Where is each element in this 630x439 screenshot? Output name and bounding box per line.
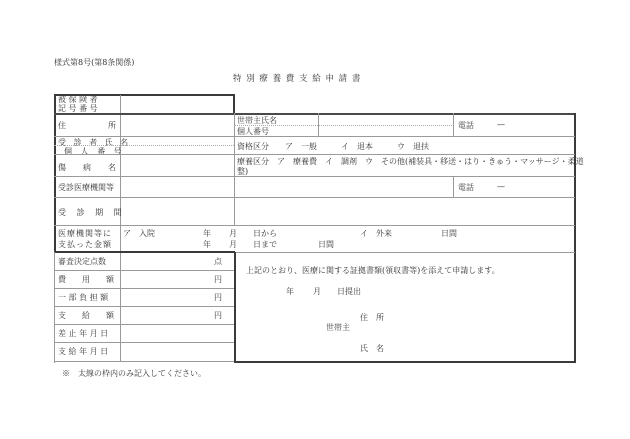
payment-amount-label: 支 給 額 (58, 311, 114, 320)
paid-amount-label: 医療機関等に 支払った金額 (58, 229, 112, 249)
visit-period-label: 受 診 期 間 (58, 208, 126, 217)
from-day-label: 日から (253, 229, 277, 238)
declaration-statement: 上記のとおり、医療に関する証拠書類(領収書等)を添えて申請します。 (246, 266, 500, 275)
personal-number-field[interactable] (122, 146, 232, 153)
applicant-address-label: 住 所 (360, 313, 384, 322)
institution-phone-label: 電話 (458, 183, 474, 192)
institution-phone-dash: — (497, 182, 505, 191)
until-day-label: 日まで (253, 240, 277, 249)
visit-period-detail-field[interactable] (236, 199, 572, 223)
review-points-label: 審査決定点数 (58, 257, 106, 266)
applicant-name-label: 氏 名 (360, 344, 384, 353)
outpatient-days-label: 日間 (441, 229, 457, 238)
applicant-address-field[interactable] (385, 308, 570, 322)
applicant-name-field[interactable] (385, 339, 570, 353)
cost-amount-unit: 円 (214, 275, 222, 284)
disease-name-field[interactable] (122, 156, 232, 175)
from-month-label: 月 (229, 229, 237, 238)
medical-institution-label: 受診医療機関等 (58, 183, 114, 192)
personal-number-label: 個 人 番 号 (64, 147, 125, 156)
patient-name-label: 受 診 者 氏 名 (58, 138, 131, 147)
until-year-label: 年 (203, 240, 211, 249)
qualification-options[interactable]: 資格区分 ア 一般 イ 退本 ウ 退扶 (237, 142, 429, 151)
submit-month-label: 月 (313, 287, 321, 296)
cost-amount-label: 費 用 額 (58, 275, 114, 284)
submit-day-label: 日提出 (337, 287, 361, 296)
submit-year-label: 年 (286, 287, 294, 296)
insured-number-field[interactable] (122, 96, 232, 113)
page-title: 特 別 療 養 費 支 給 申 請 書 (233, 74, 362, 84)
copay-amount-label: 一 部 負 担 額 (58, 293, 109, 302)
address-label: 住 所 (58, 121, 116, 130)
from-year-label: 年 (203, 229, 211, 238)
phone-label: 電話 (458, 121, 474, 130)
form-number: 様式第8号(第8条関係) (54, 58, 135, 67)
disease-name-label: 傷 病 名 (58, 163, 116, 172)
payment-date-label: 支 給 年 月 日 (58, 347, 109, 356)
household-head-name-label: 世帯主氏名 (237, 116, 277, 125)
treatment-type-options[interactable]: 療養区分 ア 療養費 イ 調剤 ウ その他(補装具・移送・はり・きゅう・マッサージ・柔道 (237, 157, 584, 166)
household-head-name-field[interactable] (320, 114, 450, 124)
household-personal-number-label: 個人番号 (237, 127, 269, 136)
review-points-unit: 点 (214, 257, 222, 266)
suspension-date-label: 差 止 年 月 日 (58, 329, 109, 338)
visit-period-field[interactable] (122, 199, 232, 223)
phone-dash: — (497, 120, 505, 129)
payment-amount-unit: 円 (214, 311, 222, 320)
phone-field[interactable] (475, 116, 570, 132)
household-personal-number-field[interactable] (320, 126, 450, 136)
institution-phone-field[interactable] (475, 178, 570, 195)
copay-amount-unit: 円 (214, 293, 222, 302)
medical-institution-field[interactable] (122, 178, 450, 195)
footer-note: ※ 太線の枠内のみ記入してください。 (62, 369, 206, 378)
inpatient-option[interactable]: ア 入院 (123, 229, 155, 238)
household-head-label: 世帯主 (326, 323, 350, 332)
address-field[interactable] (122, 115, 232, 135)
treatment-type-options-cont: 整) (237, 167, 249, 176)
outpatient-option[interactable]: イ 外来 (360, 229, 392, 238)
until-month-label: 月 (229, 240, 237, 249)
inpatient-days-label: 日間 (318, 240, 334, 249)
patient-name-field[interactable] (122, 137, 232, 144)
insured-number-label: 被 保 険 者 記 号 番 号 (58, 95, 98, 113)
